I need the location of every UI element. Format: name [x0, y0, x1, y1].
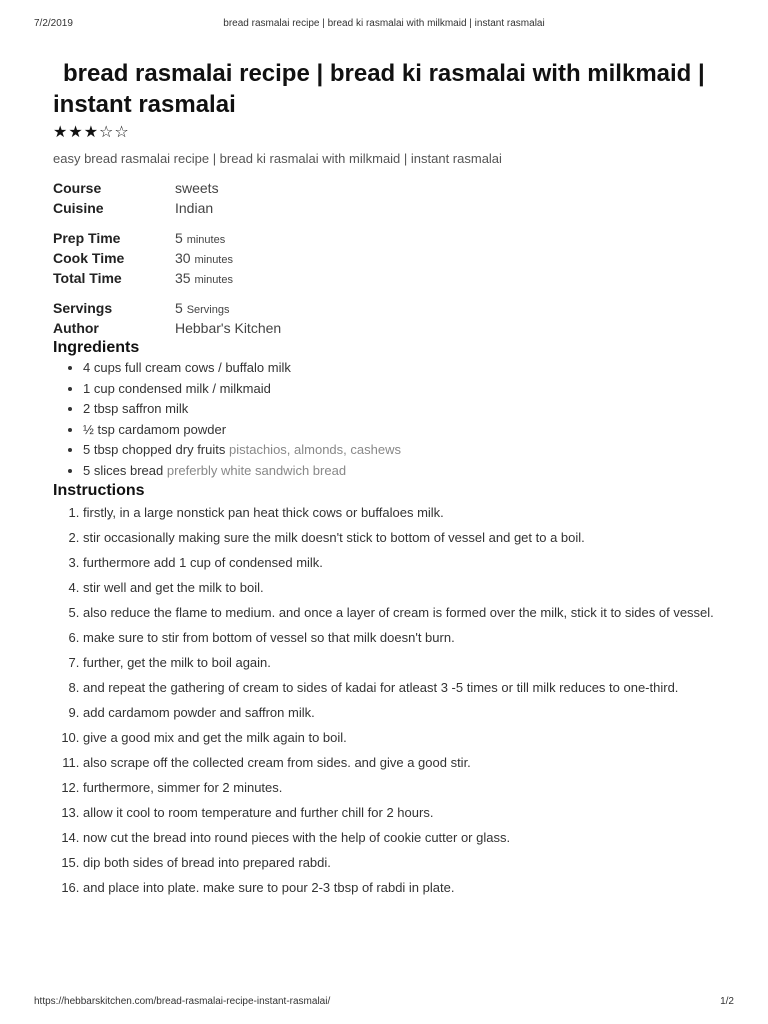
instructions-heading: Instructions: [53, 482, 145, 499]
print-document-title: bread rasmalai recipe | bread ki rasmalai with milkmaid | instant rasmalai: [223, 18, 545, 29]
ingredient-item: [83, 420, 728, 441]
meta-label: Cook Time: [53, 250, 125, 266]
instruction-step: 12. furthermore, simmer for 2 minutes.: [83, 778, 728, 798]
recipe-meta: [53, 178, 728, 338]
recipe-title: bread rasmalai recipe | bread ki rasmalai with milkmaid | instant rasmalai: [53, 60, 705, 118]
instruction-step: 4. stir well and get the milk to boil.: [83, 578, 728, 598]
meta-value: [175, 268, 233, 288]
instruction-step: 10. give a good mix and get the milk again to boil.: [83, 728, 728, 748]
meta-value: Indian: [175, 200, 214, 216]
instruction-step: 14. now cut the bread into round pieces with the help of cookie cutter or glass.: [83, 828, 728, 848]
ingredient-text: 1 cup condensed milk / milkmaid: [83, 380, 271, 396]
instruction-step: 5. also reduce the flame to medium. and once a layer of cream is formed over the milk, stick it to sides of vessel.: [83, 603, 728, 623]
instructions-list: [53, 503, 728, 898]
instruction-step: 13. allow it cool to room temperature and further chill for 2 hours.: [83, 803, 728, 823]
ingredient-item: [83, 358, 728, 379]
ingredients-heading: Ingredients: [53, 339, 140, 356]
print-header: [34, 6, 734, 29]
ingredient-text: ½ tsp cardamom powder: [83, 421, 227, 437]
ingredient-note: pistachios, almonds, cashews: [228, 442, 401, 457]
instruction-step: 11. also scrape off the collected cream from sides. and give a good stir.: [83, 753, 728, 773]
ingredient-text: 2 tbsp saffron milk: [83, 401, 189, 416]
print-date: 7/2/2019: [34, 18, 73, 29]
meta-cook-time: [53, 248, 728, 268]
ingredient-text: 4 cups full cream cows / buffalo milk: [83, 360, 291, 375]
servings-unit: Servings: [186, 304, 230, 316]
print-footer: [34, 996, 734, 1010]
meta-value: [175, 298, 229, 318]
meta-servings: [53, 298, 728, 318]
meta-total-time: [53, 268, 728, 288]
ingredient-item: [83, 440, 728, 461]
servings-value: 5: [175, 300, 183, 316]
instruction-step: 7. further, get the milk to boil again.: [83, 653, 728, 673]
ingredient-text: 5 slices bread: [83, 462, 164, 478]
meta-author: [53, 318, 728, 338]
meta-value: sweets: [175, 180, 219, 196]
total-time-value: 35: [175, 270, 191, 286]
meta-value: [175, 248, 233, 268]
instruction-step: 3. furthermore add 1 cup of condensed milk.: [83, 553, 728, 573]
ingredient-item: [83, 461, 728, 482]
ingredient-item: [83, 399, 728, 420]
instruction-step: 9. add cardamom powder and saffron milk.: [83, 703, 728, 723]
instruction-step: 2. stir occasionally making sure the milk doesn't stick to bottom of vessel and get to a boil.: [83, 528, 728, 548]
page-number: 1/2: [720, 996, 734, 1007]
prep-time-unit: minutes: [186, 234, 226, 246]
page-url: https://hebbarskitchen.com/bread-rasmalai-recipe-instant-rasmalai/: [34, 996, 331, 1007]
meta-label: Prep Time: [53, 230, 121, 246]
meta-label: Total Time: [53, 270, 122, 286]
total-time-unit: minutes: [194, 274, 233, 286]
prep-time-value: 5: [175, 230, 183, 246]
meta-cuisine: [53, 198, 728, 218]
ingredients-list: [53, 358, 728, 481]
meta-label: Course: [53, 180, 102, 196]
instruction-step: 16. and place into plate. make sure to pour 2-3 tbsp of rabdi in plate.: [83, 878, 728, 898]
ingredient-note: preferbly white sandwich bread: [166, 462, 347, 478]
meta-value: [175, 228, 225, 248]
ingredient-text: 5 tbsp chopped dry fruits: [83, 442, 226, 457]
ingredient-item: [83, 379, 728, 400]
cook-time-unit: minutes: [194, 254, 233, 266]
instruction-step: 6. make sure to stir from bottom of vessel so that milk doesn't burn.: [83, 628, 728, 648]
meta-prep-time: [53, 228, 728, 248]
recipe-summary: easy bread rasmalai recipe | bread ki rasmalai with milkmaid | instant rasmalai: [53, 151, 502, 166]
star-rating: ★★★☆☆: [53, 124, 130, 141]
instruction-step: 1. firstly, in a large nonstick pan heat thick cows or buffaloes milk.: [83, 503, 728, 523]
meta-course: [53, 178, 728, 198]
cook-time-value: 30: [175, 250, 191, 266]
instruction-step: 8. and repeat the gathering of cream to sides of kadai for atleast 3 -5 times or till milk reduces to one-third.: [83, 678, 728, 698]
meta-label: Cuisine: [53, 200, 104, 216]
meta-label: Author: [53, 320, 99, 336]
instruction-step: 15. dip both sides of bread into prepared rabdi.: [83, 853, 728, 873]
meta-label: Servings: [53, 300, 113, 316]
meta-value: Hebbar's Kitchen: [175, 320, 282, 336]
recipe-card: [53, 58, 728, 903]
